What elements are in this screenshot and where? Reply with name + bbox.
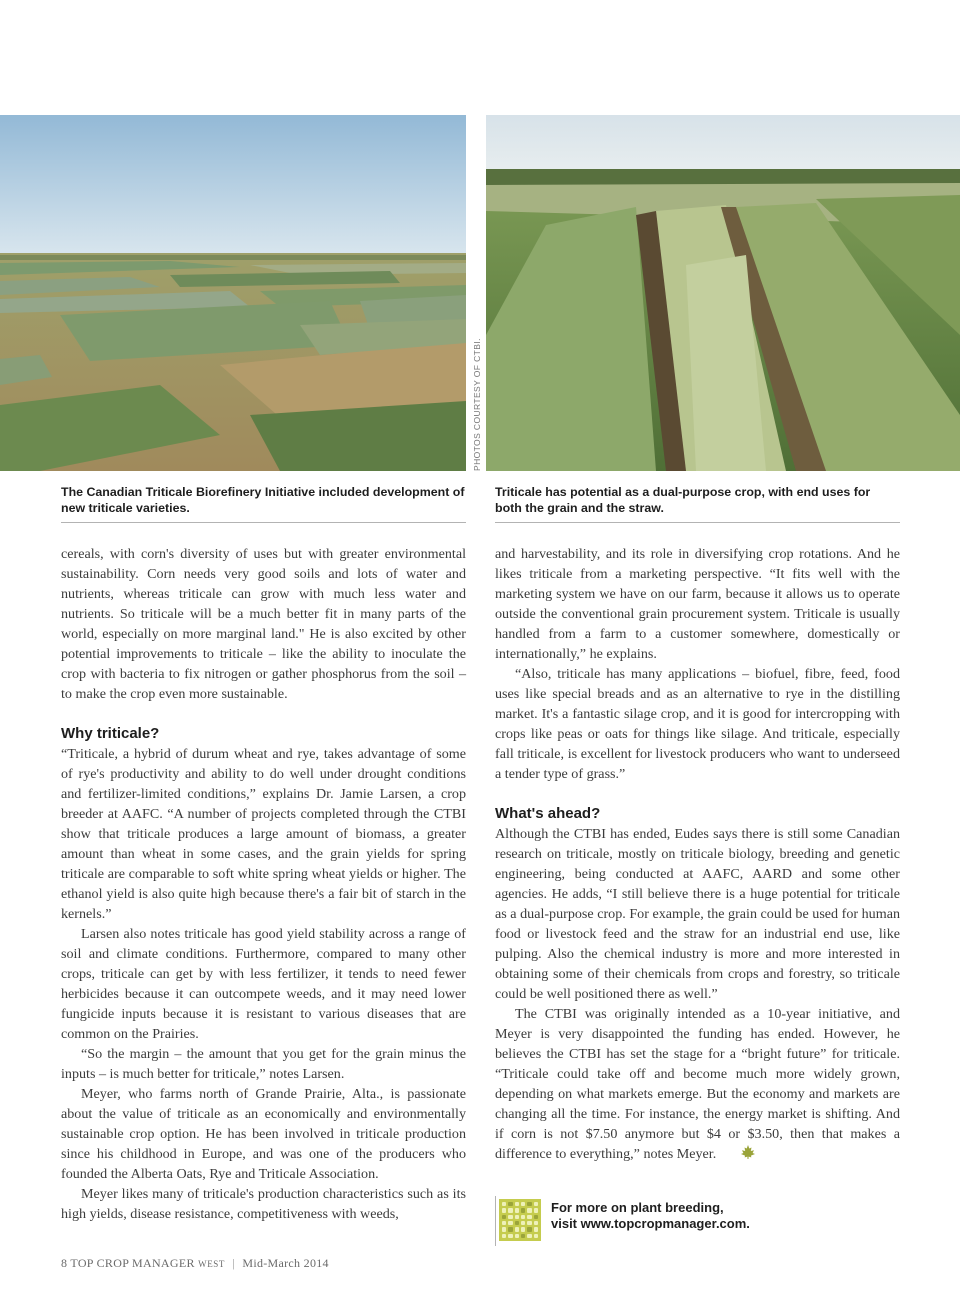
issue-date: Mid-March 2014: [242, 1256, 329, 1270]
paragraph-text: The CTBI was originally intended as a 10-year initiative, and Meyer is very disappointed the funding has ended. However, he believes the CTBI has set the stage for a “bright future” for triticale. “Triticale could take off and become much more widely grown, depending on what markets emerge. But the economy and markets are changing all the time. For instance, the energy market is shifting. And if corn is not $7.50 anymore but $4 or $3.50, then that makes a difference to everything,” notes Meyer.: [495, 1006, 900, 1162]
magazine-edition: WEST: [198, 1259, 226, 1269]
paragraph: “Triticale, a hybrid of durum wheat and rye, takes advantage of some of rye's productivity and ability to do well under drought conditions and fertilizer-limited conditions,” explains Dr. Jamie Larsen, a crop breeder at AAFC. “A number of projects completed through the CTBI show that triticale produces a large amount of biomass, a greater amount than wheat in some cases, and the grain yields for spring triticale are comparable to soft white spring wheat yields or higher. The ethanol yield is also quite high because there's a fair bit of starch in the kernels.”: [61, 746, 466, 922]
photo-triticale-plots: [0, 115, 466, 471]
paragraph: [495, 1004, 900, 1166]
page-footer: [61, 1256, 329, 1271]
paragraph: and harvestability, and its role in diversifying crop rotations. And he likes triticale from a marketing perspective. “It fits well with the marketing system we have on our farm, because it allows us to operate outside the conventional grain procurement system. Triticale is usually handled from a farm to a customer somewhere, domestically or internationally,” he explains.: [495, 546, 900, 662]
promo-box: [495, 1196, 901, 1246]
magazine-name: TOP CROP MANAGER: [70, 1256, 195, 1270]
paragraph: “Also, triticale has many applications – biofuel, fibre, feed, food uses like special breads and as an alternative to rye in the distilling market. It's a fantastic silage crop, and it is good for intercropping with crops like peas or oats for things like silage. And triticale, especially fall triticale, is excellent for livestock producers who want to underseed a tender type of grass.”: [495, 666, 900, 782]
paragraph: Meyer, who farms north of Grande Prairie, Alta., is passionate about the value of triticale as an economically and environmentally sustainable crop option. He has been involved in triticale production since his childhood in Europe, and was one of the producers who founded the Alberta Oats, Rye and Triticale Association.: [61, 1086, 466, 1182]
paragraph: Meyer likes many of triticale's production characteristics such as its high yields, disease resistance, competitiveness with weeds,: [61, 1186, 466, 1222]
maple-leaf-icon: [720, 1144, 756, 1166]
paragraph: Larsen also notes triticale has good yield stability across a range of soil and climate conditions. Furthermore, compared to many other crops, triticale can get by with less fertilizer, it tends to need fewer herbicides because it can outcompete weeds, and it may need lower fungicide inputs because it is resistant to various diseases that are common on the Prairies.: [61, 926, 466, 1042]
promo-link[interactable]: visit www.topcropmanager.com.: [551, 1216, 750, 1231]
article-column-right: [495, 544, 900, 1166]
photo-triticale-rows: [486, 115, 960, 471]
article-column-left: [61, 544, 466, 1224]
page-number: 8: [61, 1256, 68, 1270]
photo-caption-right: Triticale has potential as a dual-purpose crop, with end uses for both the grain and the straw.: [495, 484, 900, 523]
footer-separator: |: [232, 1256, 236, 1270]
section-heading-whats-ahead: What's ahead?: [495, 805, 601, 822]
promo-line-1: For more on plant breeding,: [551, 1200, 724, 1215]
paragraph: Although the CTBI has ended, Eudes says there is still some Canadian research on triticale, mostly on triticale biology, breeding and genetic engineering, being conducted at AAFC, AARD and some other agencies. He adds, “I still believe there is a huge potential for triticale as a dual-purpose crop. For example, the grain could be used for human food or livestock feed and the straw for an industrial end use, like pulping. Also the chemical industry is more and more interested in obtaining some of their chemicals from crops and forestry, so triticale could be well positioned there as well.”: [495, 826, 900, 1002]
paragraph: “So the margin – the amount that you get for the grain minus the inputs – is much better for triticale,” notes Larsen.: [61, 1046, 466, 1082]
photo-caption-left: The Canadian Triticale Biorefinery Initiative included development of new triticale varieties.: [61, 484, 466, 523]
paragraph: cereals, with corn's diversity of uses but with greater environmental sustainability. Corn needs very good soils and lots of water and nutrients, whereas triticale can grow with much less water and nutrients. So triticale will be a much better fit in many parts of the world, especially on more marginal land." He is also excited by other potential improvements to triticale – like the ability to inoculate the crop with bacteria to fix nitrogen or gather phosphorus from the soil – to make the crop even more sustainable.: [61, 546, 466, 702]
promo-grid-icon: [499, 1199, 541, 1241]
promo-text: [551, 1200, 750, 1232]
section-heading-why-triticale: Why triticale?: [61, 725, 160, 742]
photo-credit: PHOTOS COURTESY OF CTBI.: [472, 338, 482, 471]
